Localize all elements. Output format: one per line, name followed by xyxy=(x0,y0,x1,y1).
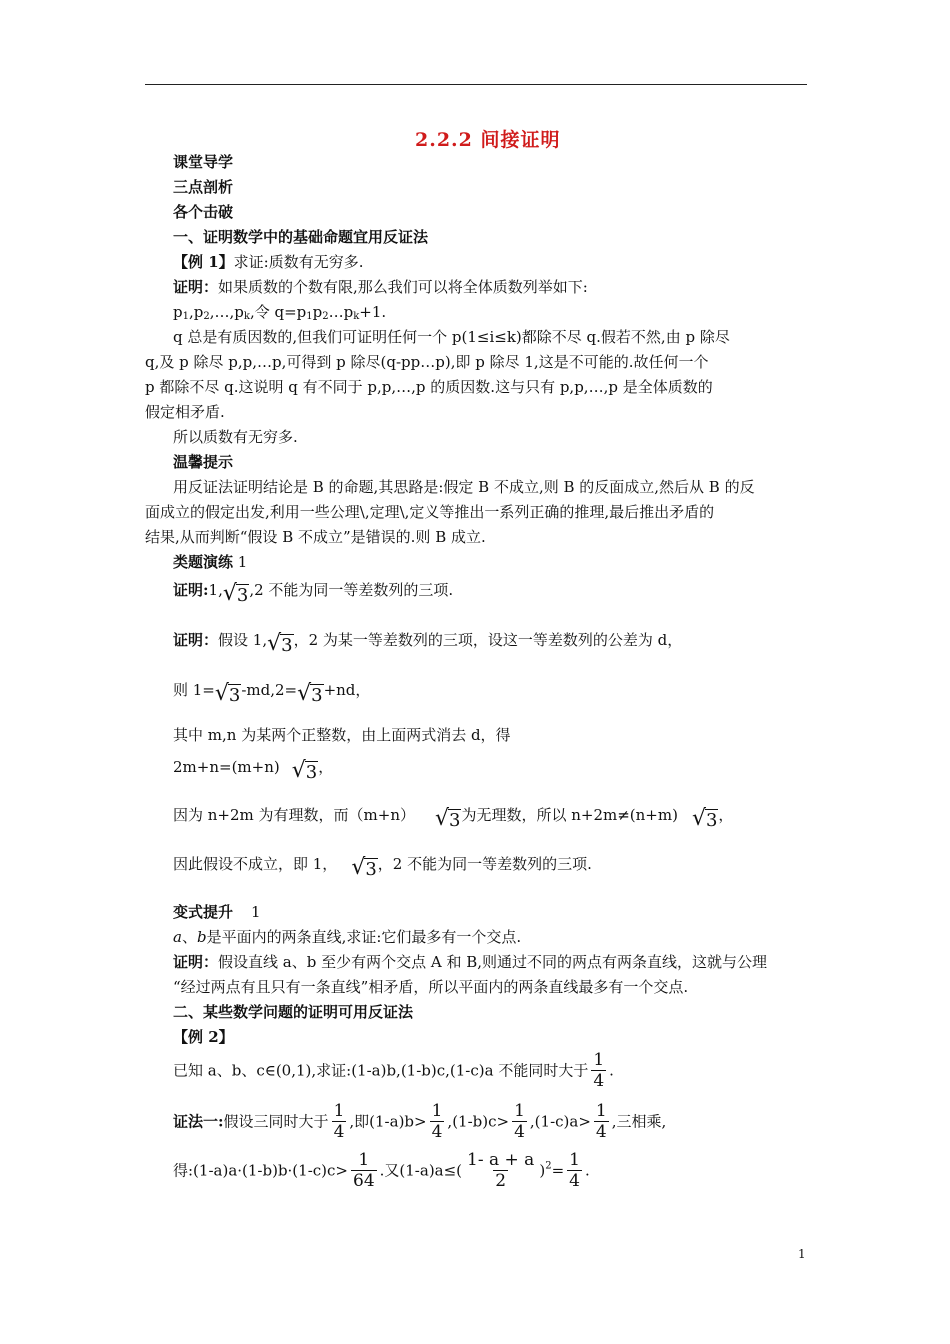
variation-proof-line-2: “经过两点有且只有一条直线”相矛盾，所以平面内的两条直线最多有一个交点. xyxy=(173,978,689,996)
tip-line-2: 面成立的假定出发,利用一些公理\,定理\,定义等推出一系列正确的推理,最后推出矛盾的 xyxy=(145,503,715,521)
heading-sandian: 三点剖析 xyxy=(173,178,234,196)
sqrt-3: √ 3 xyxy=(214,681,241,706)
proof-para-3-line-1: q 总是有质因数的,但我们可证明任何一个 p(1≤i≤k)都除不尽 q.假若不然,由 p 除尽 xyxy=(173,328,730,346)
variation-heading: 变式提升 1 xyxy=(173,903,261,921)
sqrt-3: √ 3 xyxy=(351,855,377,880)
variation-proof-line-1: 证明：假设直线 a、b 至少有两个交点 A 和 B,则通过不同的两点有两条直线，这就与公理 xyxy=(173,953,768,971)
practice-heading: 类题演练 1 xyxy=(173,553,248,571)
variation-question: a、b是平面内的两条直线,求证:它们最多有一个交点. xyxy=(173,928,522,946)
section-2-heading: 二、某些数学问题的证明可用反证法 xyxy=(173,1003,414,1021)
proof-line-2: $p_1,p_2,\dots,p_k$,令 $q=p_1p_2\dots p_k+1$. xyxy=(173,303,387,322)
example-1 xyxy=(173,252,364,272)
page-number: 1 xyxy=(798,1247,806,1261)
header-rule xyxy=(145,84,807,85)
heading-ketang: 课堂导学 xyxy=(173,153,234,171)
example-1-label: 【例 1】 xyxy=(173,253,234,271)
proof-conclusion: 所以质数有无穷多. xyxy=(173,428,298,446)
method-1-line-1: 证法一:假设三同时大于 $\frac{1}{4}$ ,即(1-a)b> $\frac{1}{4}$ ,(1-b)c> $\frac{1}{4}$ ,(1-c)a> $\frac{1}{4}$ ,三相乘, xyxy=(173,1101,667,1142)
fraction-1-4: $\frac{1}{4}$ xyxy=(595,1101,607,1142)
fraction-1-4: $\frac{1}{4}$ xyxy=(569,1150,580,1191)
sqrt-3: √ 3 xyxy=(297,681,323,706)
fraction-1-4: $\frac{1}{4}$ xyxy=(333,1101,345,1142)
proof-para-3-line-4: 假定相矛盾. xyxy=(145,403,225,421)
proof-line-1 xyxy=(173,277,588,297)
sqrt-3: √ 3 xyxy=(222,581,249,606)
tip-line-1: 用反证法证明结论是 B 的命题,其思路是:假定 B 不成立,则 B 的反面成立,然后从 B 的反 xyxy=(173,478,755,496)
section-1-heading: 一、证明数学中的基础命题宜用反证法 xyxy=(173,228,429,246)
proof-para-3-line-3: p 都除不尽 q.这说明 q 有不同于 p,p,…,p 的质因数.这与只有 p,p,…,p 是全体质数的 xyxy=(145,378,713,396)
tip-heading: 温馨提示 xyxy=(173,453,234,471)
proof-label: 证明： xyxy=(173,278,219,296)
fraction-1-4: $\frac{1}{4}$ xyxy=(514,1101,525,1142)
proof-para-3-line-2: q,及 p 除尽 p,p,…p,可得到 p 除尽(q-pp…p),即 p 除尽 1,这是不可能的.故任何一个 xyxy=(145,353,709,371)
answer-line-5: 因为 n+2m 为有理数，而（m+n） √ 3为无理数，所以 n+2m≠(n+m) √ 3， xyxy=(173,806,734,831)
fraction-mean: $\frac{1- a + a}{2}$ xyxy=(467,1150,535,1191)
example-2-label: 【例 2】 xyxy=(173,1028,234,1046)
fraction-1-64: $\frac{1}{64}$ xyxy=(353,1150,375,1191)
answer-line-2: 则 1= √ 3-md,2= √ 3+nd， xyxy=(173,681,371,706)
answer-line-1: 证明：假设 1, √ 3，2 为某一等差数列的三项，设这一等差数列的公差为 d， xyxy=(173,631,683,656)
answer-line-6: 因此假设不成立，即 1， √ 3，2 不能为同一等差数列的三项. xyxy=(173,855,592,880)
answer-line-4: 2m+n=(m+n) √ 3， xyxy=(173,758,334,783)
sqrt-3: √ 3 xyxy=(691,806,718,831)
practice-question: 证明:1, √ 3,2 不能为同一等差数列的三项. xyxy=(173,581,454,606)
page-title: 2.2.2 间接证明 xyxy=(415,129,561,151)
example-2-statement: 已知 a、b、c∈(0,1),求证:(1-a)b,(1-b)c,(1-c)a 不能同时大于 $\frac{1}{4}$ . xyxy=(173,1050,614,1091)
method-1-line-2: 得:(1-a)a·(1-b)b·(1-c)c> $\frac{1}{64}$ .又(1-a)a≤( $\frac{1- a + a}{2}$ )$^2$= $\frac{1}{4}$ . xyxy=(173,1150,590,1191)
fraction-1-4: $\frac{1}{4}$ xyxy=(431,1101,443,1142)
sqrt-3: √ 3 xyxy=(267,631,293,656)
sqrt-3: √ 3 xyxy=(435,806,461,831)
fraction-1-4: $\frac{1}{4}$ xyxy=(593,1050,605,1091)
proof-text-1: 如果质数的个数有限,那么我们可以将全体质数列举如下: xyxy=(218,278,588,296)
example-1-text: 求证:质数有无穷多. xyxy=(233,253,364,271)
sqrt-3: √ 3 xyxy=(291,758,318,783)
tip-line-3: 结果,从而判断“假设 B 不成立”是错误的.则 B 成立. xyxy=(145,528,486,546)
answer-line-3: 其中 m,n 为某两个正整数，由上面两式消去 d，得 xyxy=(173,726,511,744)
heading-gege: 各个击破 xyxy=(173,203,234,221)
